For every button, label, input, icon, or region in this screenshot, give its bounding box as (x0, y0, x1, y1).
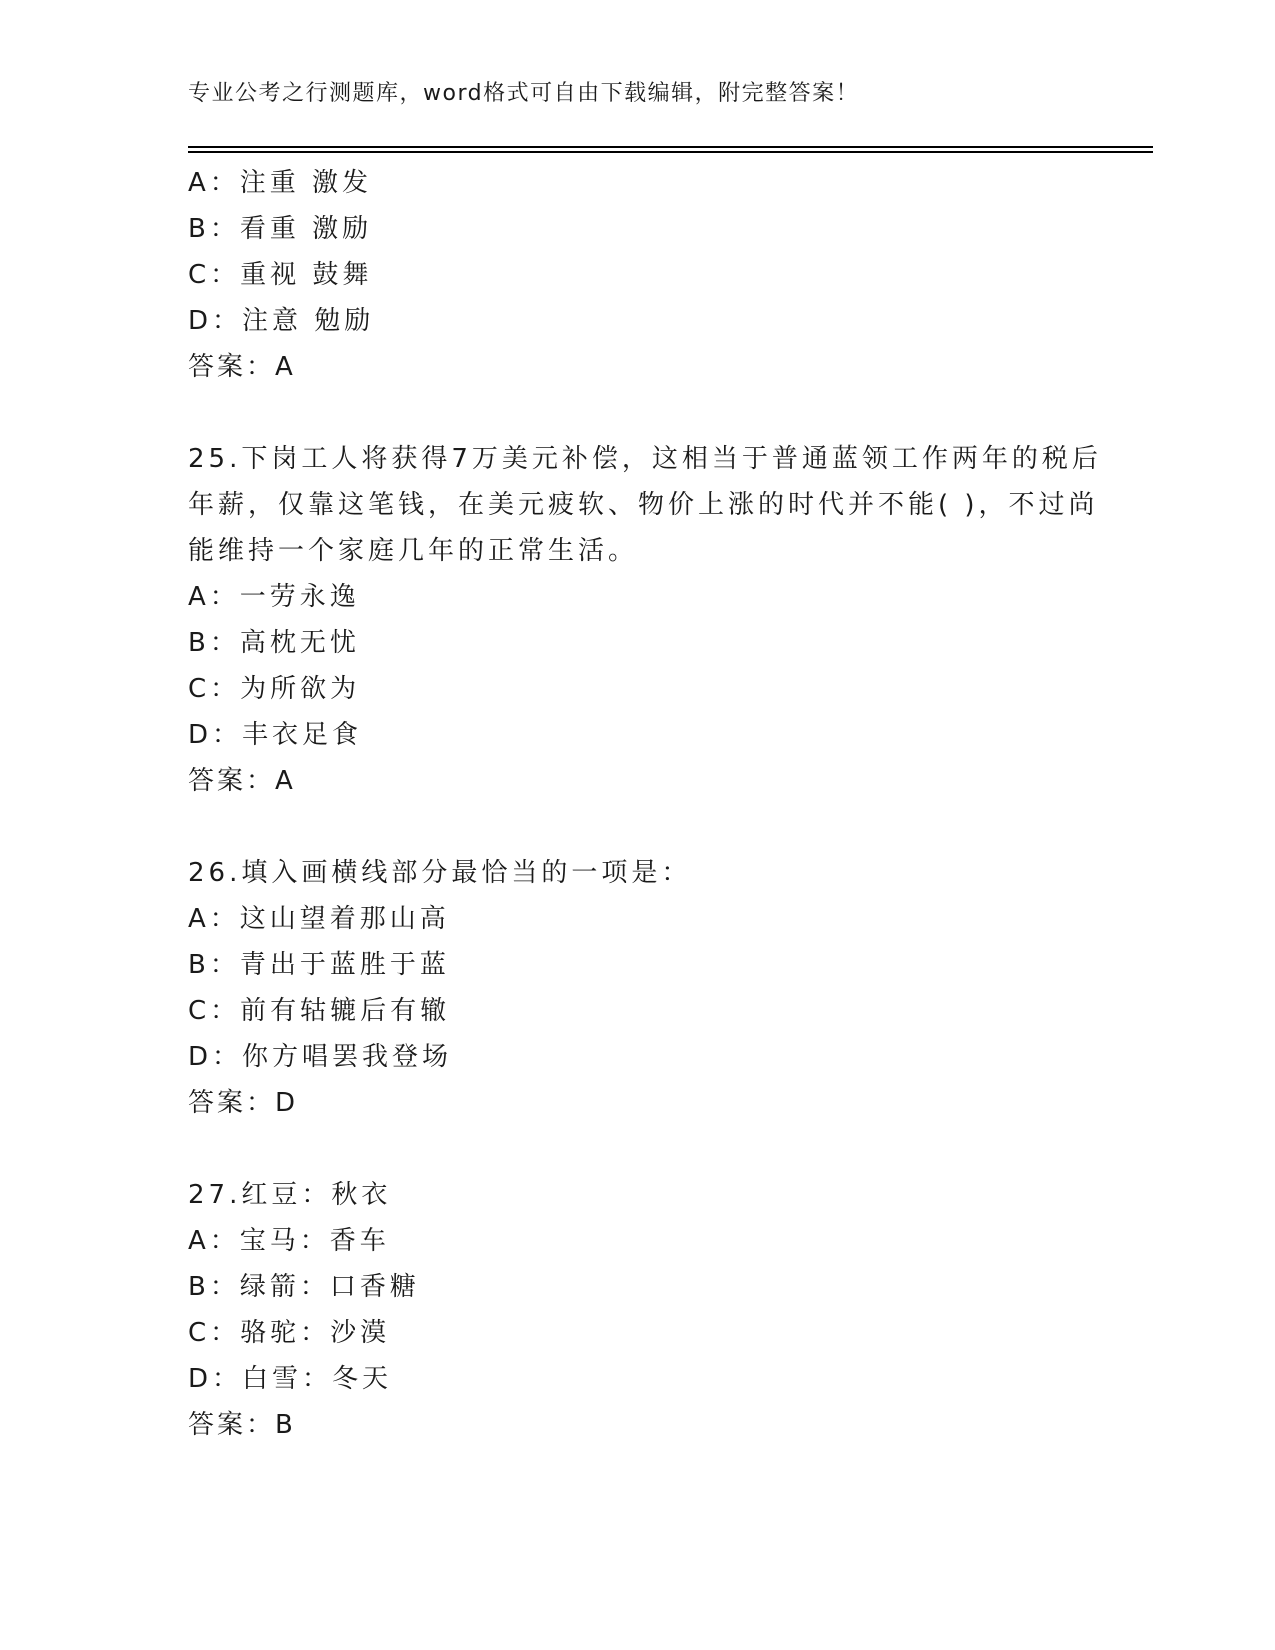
option-text: 宝马：香车 (239, 1226, 390, 1256)
option-letter: D： (188, 720, 243, 750)
option-text: 注意 勉励 (242, 306, 375, 336)
option-c (188, 1310, 1153, 1356)
answer-line: 答案：B (188, 1410, 296, 1440)
option-d (188, 1034, 1153, 1080)
option-b (188, 942, 1153, 988)
option-letter: A： (188, 168, 240, 198)
header-rule-top (188, 146, 1153, 148)
spacer (188, 1126, 1153, 1172)
option-text: 丰衣足食 (242, 720, 363, 750)
option-a (188, 574, 1153, 620)
spacer (188, 804, 1153, 850)
question-content (188, 160, 1153, 1448)
option-text: 青出于蓝胜于蓝 (239, 950, 450, 980)
answer-line: 答案：A (188, 766, 296, 796)
option-text: 前有轱辘后有辙 (240, 996, 451, 1026)
option-b (188, 1264, 1153, 1310)
option-c (188, 988, 1153, 1034)
option-letter: C： (188, 1318, 241, 1348)
option-c (188, 252, 1153, 298)
option-letter: D： (188, 1042, 243, 1072)
answer-line: 答案：D (188, 1088, 299, 1118)
question-block-27 (188, 1172, 1153, 1448)
option-b (188, 206, 1153, 252)
option-d (188, 1356, 1153, 1402)
option-text: 看重 激励 (239, 214, 373, 244)
option-text: 注重 激发 (239, 168, 373, 198)
option-letter: B： (188, 214, 240, 244)
option-text: 为所欲为 (240, 674, 361, 704)
option-letter: D： (188, 306, 243, 336)
answer-line: 答案：A (188, 352, 296, 382)
option-letter: B： (188, 1272, 240, 1302)
option-letter: D： (188, 1364, 243, 1394)
option-text: 高枕无忧 (239, 628, 360, 658)
option-d (188, 298, 1153, 344)
question-text-line: 27.红豆：秋衣 (188, 1180, 392, 1210)
option-letter: C： (188, 674, 241, 704)
option-text: 你方唱罢我登场 (242, 1042, 453, 1072)
question-block-25 (188, 436, 1153, 804)
header-note: 专业公考之行测题库，word格式可自由下载编辑，附完整答案！ (188, 81, 860, 106)
option-text: 重视 鼓舞 (240, 260, 373, 290)
option-text: 骆驼：沙漠 (240, 1318, 391, 1348)
option-letter: A： (188, 582, 240, 612)
option-c (188, 666, 1153, 712)
spacer (188, 390, 1153, 436)
header-rule-bottom (188, 151, 1153, 153)
option-a (188, 160, 1153, 206)
option-d (188, 712, 1153, 758)
question-text-line: 能维持一个家庭几年的正常生活。 (188, 536, 639, 566)
option-text: 绿箭：口香糖 (239, 1272, 420, 1302)
option-letter: A： (188, 904, 240, 934)
question-block-26 (188, 850, 1153, 1126)
question-text-line: 25.下岗工人将获得7万美元补偿，这相当于普通蓝领工作两年的税后 (188, 444, 1102, 474)
question-text-line: 26.填入画横线部分最恰当的一项是： (188, 858, 692, 888)
question-text-line: 年薪，仅靠这笔钱，在美元疲软、物价上涨的时代并不能( )，不过尚 (188, 490, 1099, 520)
option-letter: A： (188, 1226, 240, 1256)
option-text: 这山望着那山高 (239, 904, 450, 934)
option-letter: C： (188, 260, 241, 290)
option-a (188, 1218, 1153, 1264)
option-letter: B： (188, 950, 240, 980)
option-text: 一劳永逸 (239, 582, 360, 612)
question-block-24 (188, 160, 1153, 390)
option-b (188, 620, 1153, 666)
option-letter: C： (188, 996, 241, 1026)
option-letter: B： (188, 628, 240, 658)
option-text: 白雪：冬天 (242, 1364, 393, 1394)
option-a (188, 896, 1153, 942)
